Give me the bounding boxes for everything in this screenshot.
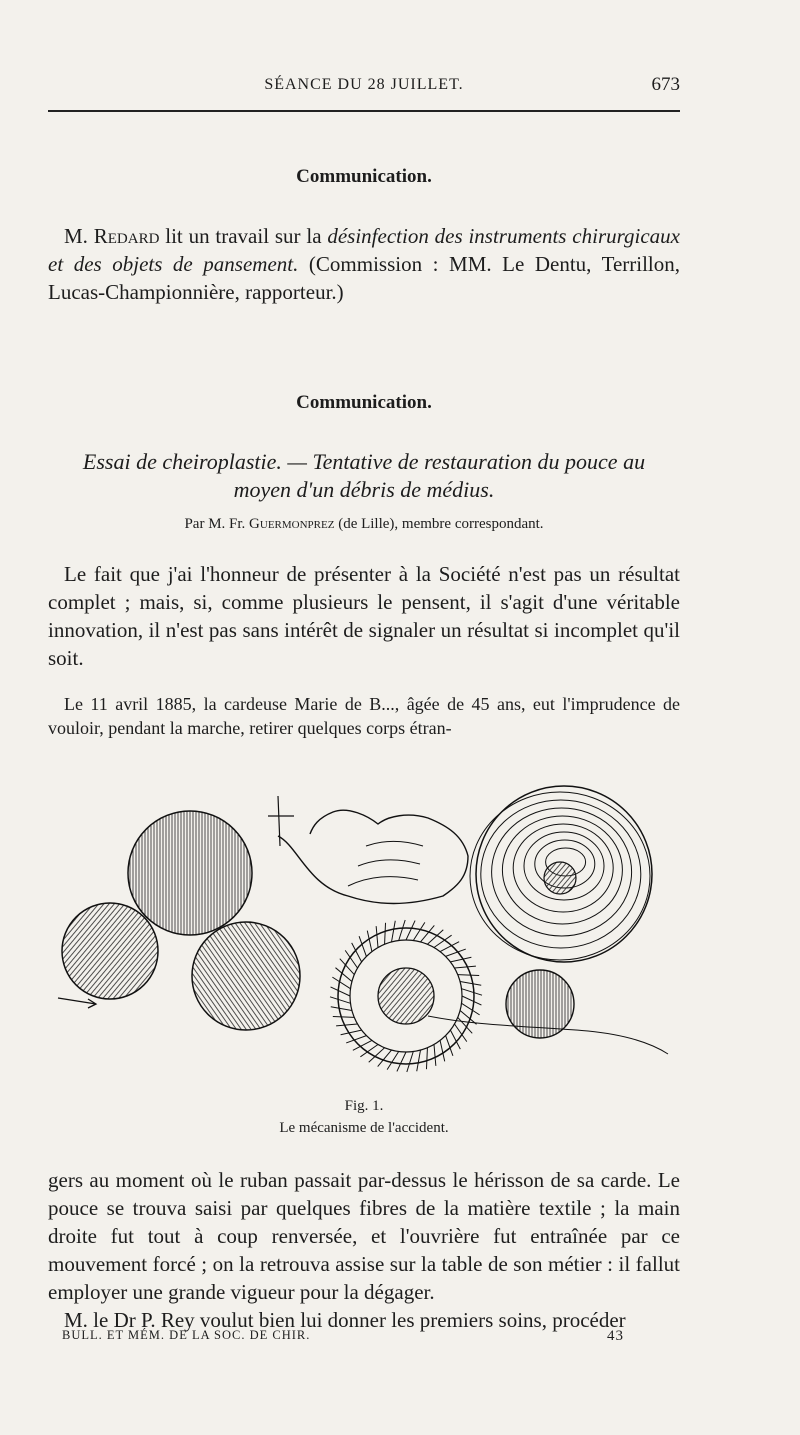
figure-label: Fig. 1. [344, 1098, 384, 1114]
byline: Par M. Fr. Guermonprez (de Lille), membre correspondant. [184, 516, 544, 532]
footer [62, 1328, 624, 1343]
header-title: SÉANCE DU 28 JUILLET. [264, 76, 464, 93]
left-roller [62, 903, 158, 999]
hand-drawing [278, 810, 468, 903]
middle-roller [192, 922, 300, 1030]
header-rule [48, 110, 680, 112]
author-guermonprez: Guermonprez [249, 516, 335, 532]
article-title [48, 448, 680, 504]
continuation-paragraph: gers au moment où le ruban passait par-dessus le hérisson de sa carde. Le pouce se trouva saisi par quelques fibres de la matière textile ; la main droite fut tout à coup renversée, et l'ouvrière fut entraînée par ce mouvement forcé ; on la retrouva assise sur la table de son métier : il fallut employer une grande vigueur pour la dégager. M. le Dr P. Rey voulut bien lui donner les premiers soins, procéder [48, 1168, 680, 1332]
signature-mark: 43 [607, 1328, 624, 1344]
figure-illustration [48, 776, 680, 1086]
top-roller [128, 811, 252, 935]
section-heading-2: Communication. [296, 392, 432, 413]
hand-fingers [348, 842, 423, 887]
case-paragraph: Le 11 avril 1885, la cardeuse Marie de B..., âgée de 45 ans, eut l'imprudence de vouloir, pendant la marche, retirer quelques corps étran- [48, 694, 680, 738]
drum-hub [544, 862, 576, 894]
figure-carding-machine [48, 776, 680, 1086]
running-header [48, 76, 680, 102]
work-title: désinfection des instruments chirurgicaux et des objets de pansement. [48, 224, 680, 276]
redard-paragraph: M. Redard lit un travail sur la désinfection des instruments chirurgicaux et des objets de pansement. (Commission : MM. Le Dentu, Terrillon, Lucas-Championnière, rapporteur.) [48, 224, 681, 304]
article-title-line-2: moyen d'un débris de médius. [233, 477, 495, 502]
footer-journal: BULL. ET MÉM. DE LA SOC. DE CHIR. [62, 1328, 311, 1342]
article-title-line-1: Essai de cheiroplastie. — Tentative de restauration du pouce au [82, 449, 646, 474]
author-redard: M. Redard [64, 224, 160, 248]
section-heading-1: Communication. [296, 166, 432, 187]
page-number: 673 [651, 74, 680, 95]
intro-paragraph: Le fait que j'ai l'honneur de présenter à la Société n'est pas un résultat complet ; mais, si, comme plusieurs le pensent, il s'agit d'une véritable innovation, il n'est pas sans intérêt de signaler un résultat si incomplet qu'il soit. [48, 562, 680, 670]
rey-paragraph: M. le Dr P. Rey voulut bien lui donner les premiers soins, procéder [64, 1308, 626, 1332]
motion-arrow [58, 998, 96, 1008]
heckle-hub [378, 968, 434, 1024]
figure-caption: Le mécanisme de l'accident. [279, 1120, 449, 1136]
